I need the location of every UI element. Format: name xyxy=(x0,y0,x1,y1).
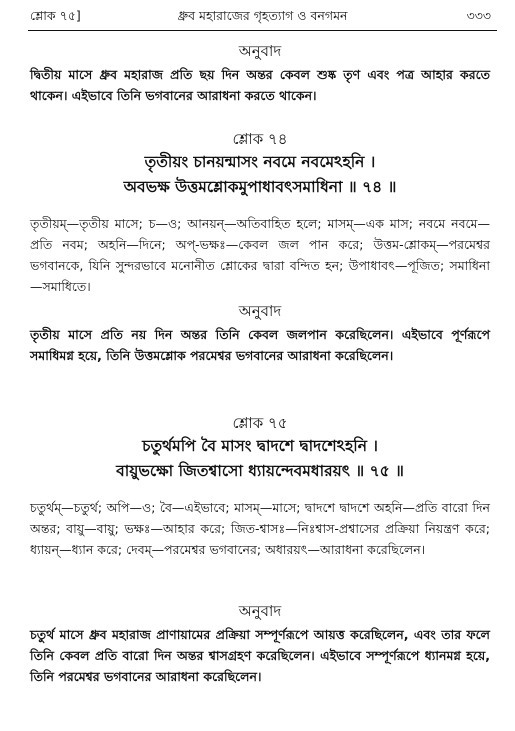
header-chapter-title: ধ্রুব মহারাজের গৃহত্যাগ ও বনগমন xyxy=(177,8,348,23)
verse-74-line-1: তৃতীয়ং চানয়ন্মাসং নবমে নবমেঽহনি । xyxy=(144,153,376,171)
translation-73: দ্বিতীয় মাসে ধ্রুব মহারাজ প্রতি ছয় দিন অন্তর কেবল শুষ্ক তৃণ এবং পত্র আহার করতে থাকেন। এইভাবে তিনি ভগবানের আরাধনা করতে থাকেন। xyxy=(30,67,490,103)
header-verse-ref: শ্লোক ৭৫] xyxy=(30,8,81,23)
translation-75: চতুর্থ মাসে ধ্রুব মহারাজ প্রাণায়ামের প্রক্রিয়া সম্পূর্ণরূপে আয়ত্ত করেছিলেন, এবং তার ফলে তিনি কেবল প্রতি বারো দিন অন্তর শ্বাসগ্রহণ করেছিলেন। এইভাবে সম্পূর্ণরূপে ধ্যানমগ্ন হয়ে, তিনি পরমেশ্বর ভগবানের আরাধনা করেছিলেন। xyxy=(30,627,490,684)
verse-74-line-2: অবভক্ষ উত্তমশ্লোকমুপাধাবৎসমাধিনা ॥ ৭৪ ॥ xyxy=(123,178,397,196)
verse-75-title: শ্লোক ৭৫ xyxy=(232,414,288,432)
translation-heading-73: অনুবাদ xyxy=(238,42,282,60)
page-number: ৩৩৩ xyxy=(466,8,491,23)
translation-74: তৃতীয় মাসে প্রতি নয় দিন অন্তর তিনি কেবল জলপান করেছিলেন। এইভাবে পূর্ণরূপে সমাধিমগ্ন হয়ে, তিনি উত্তমশ্লোক পরমেশ্বর ভগবানের আরাধনা করেছিলেন। xyxy=(30,327,490,363)
header-rule xyxy=(28,30,497,31)
verse-75-line-2: বায়ুভক্ষো জিতশ্বাসো ধ্যায়ন্দেবমধারয়ৎ ॥ ৭৫ ॥ xyxy=(116,462,404,480)
verse-74-synonyms: তৃতীয়ম্—তৃতীয় মাসে; চ—ও; আনয়ন্—অতিবাহিত হলে; মাসম্—এক মাস; নবমে নবমে—প্রতি নবম; অহনি—দিনে; অপ্-ভক্ষঃ—কেবল জল পান করে; উত্তম-শ্লোকম্—পরমেশ্বর ভগবানকে, যিনি সুন্দরভাবে মনোনীত শ্লোকের দ্বারা বন্দিত হন; উপাধাবৎ—পূজিত; সমাধিনা—সমাধিতে। xyxy=(30,216,490,294)
verse-74-title: শ্লোক ৭৪ xyxy=(232,130,288,148)
verse-75-line-1: চতুর্থমপি বৈ মাসং দ্বাদশে দ্বাদশেঽহনি । xyxy=(142,437,378,455)
translation-heading-75: অনুবাদ xyxy=(238,602,282,620)
verse-75-synonyms: চতুর্থম্—চতুর্থ; অপি—ও; বৈ—এইভাবে; মাসম্—মাসে; দ্বাদশে দ্বাদশে অহনি—প্রতি বারো দিন অন্তর; বায়ু—বায়ু; ভক্ষঃ—আহার করে; জিত-শ্বাসঃ—নিঃশ্বাস-প্রশ্বাসের প্রক্রিয়া নিয়ন্ত্রণ করে; ধ্যায়ন্—ধ্যান করে; দেবম্—পরমেশ্বর ভগবানের; অধারয়ৎ—আরাধনা করেছিলেন। xyxy=(30,500,490,557)
running-header xyxy=(30,8,495,30)
translation-heading-74: অনুবাদ xyxy=(238,302,282,320)
